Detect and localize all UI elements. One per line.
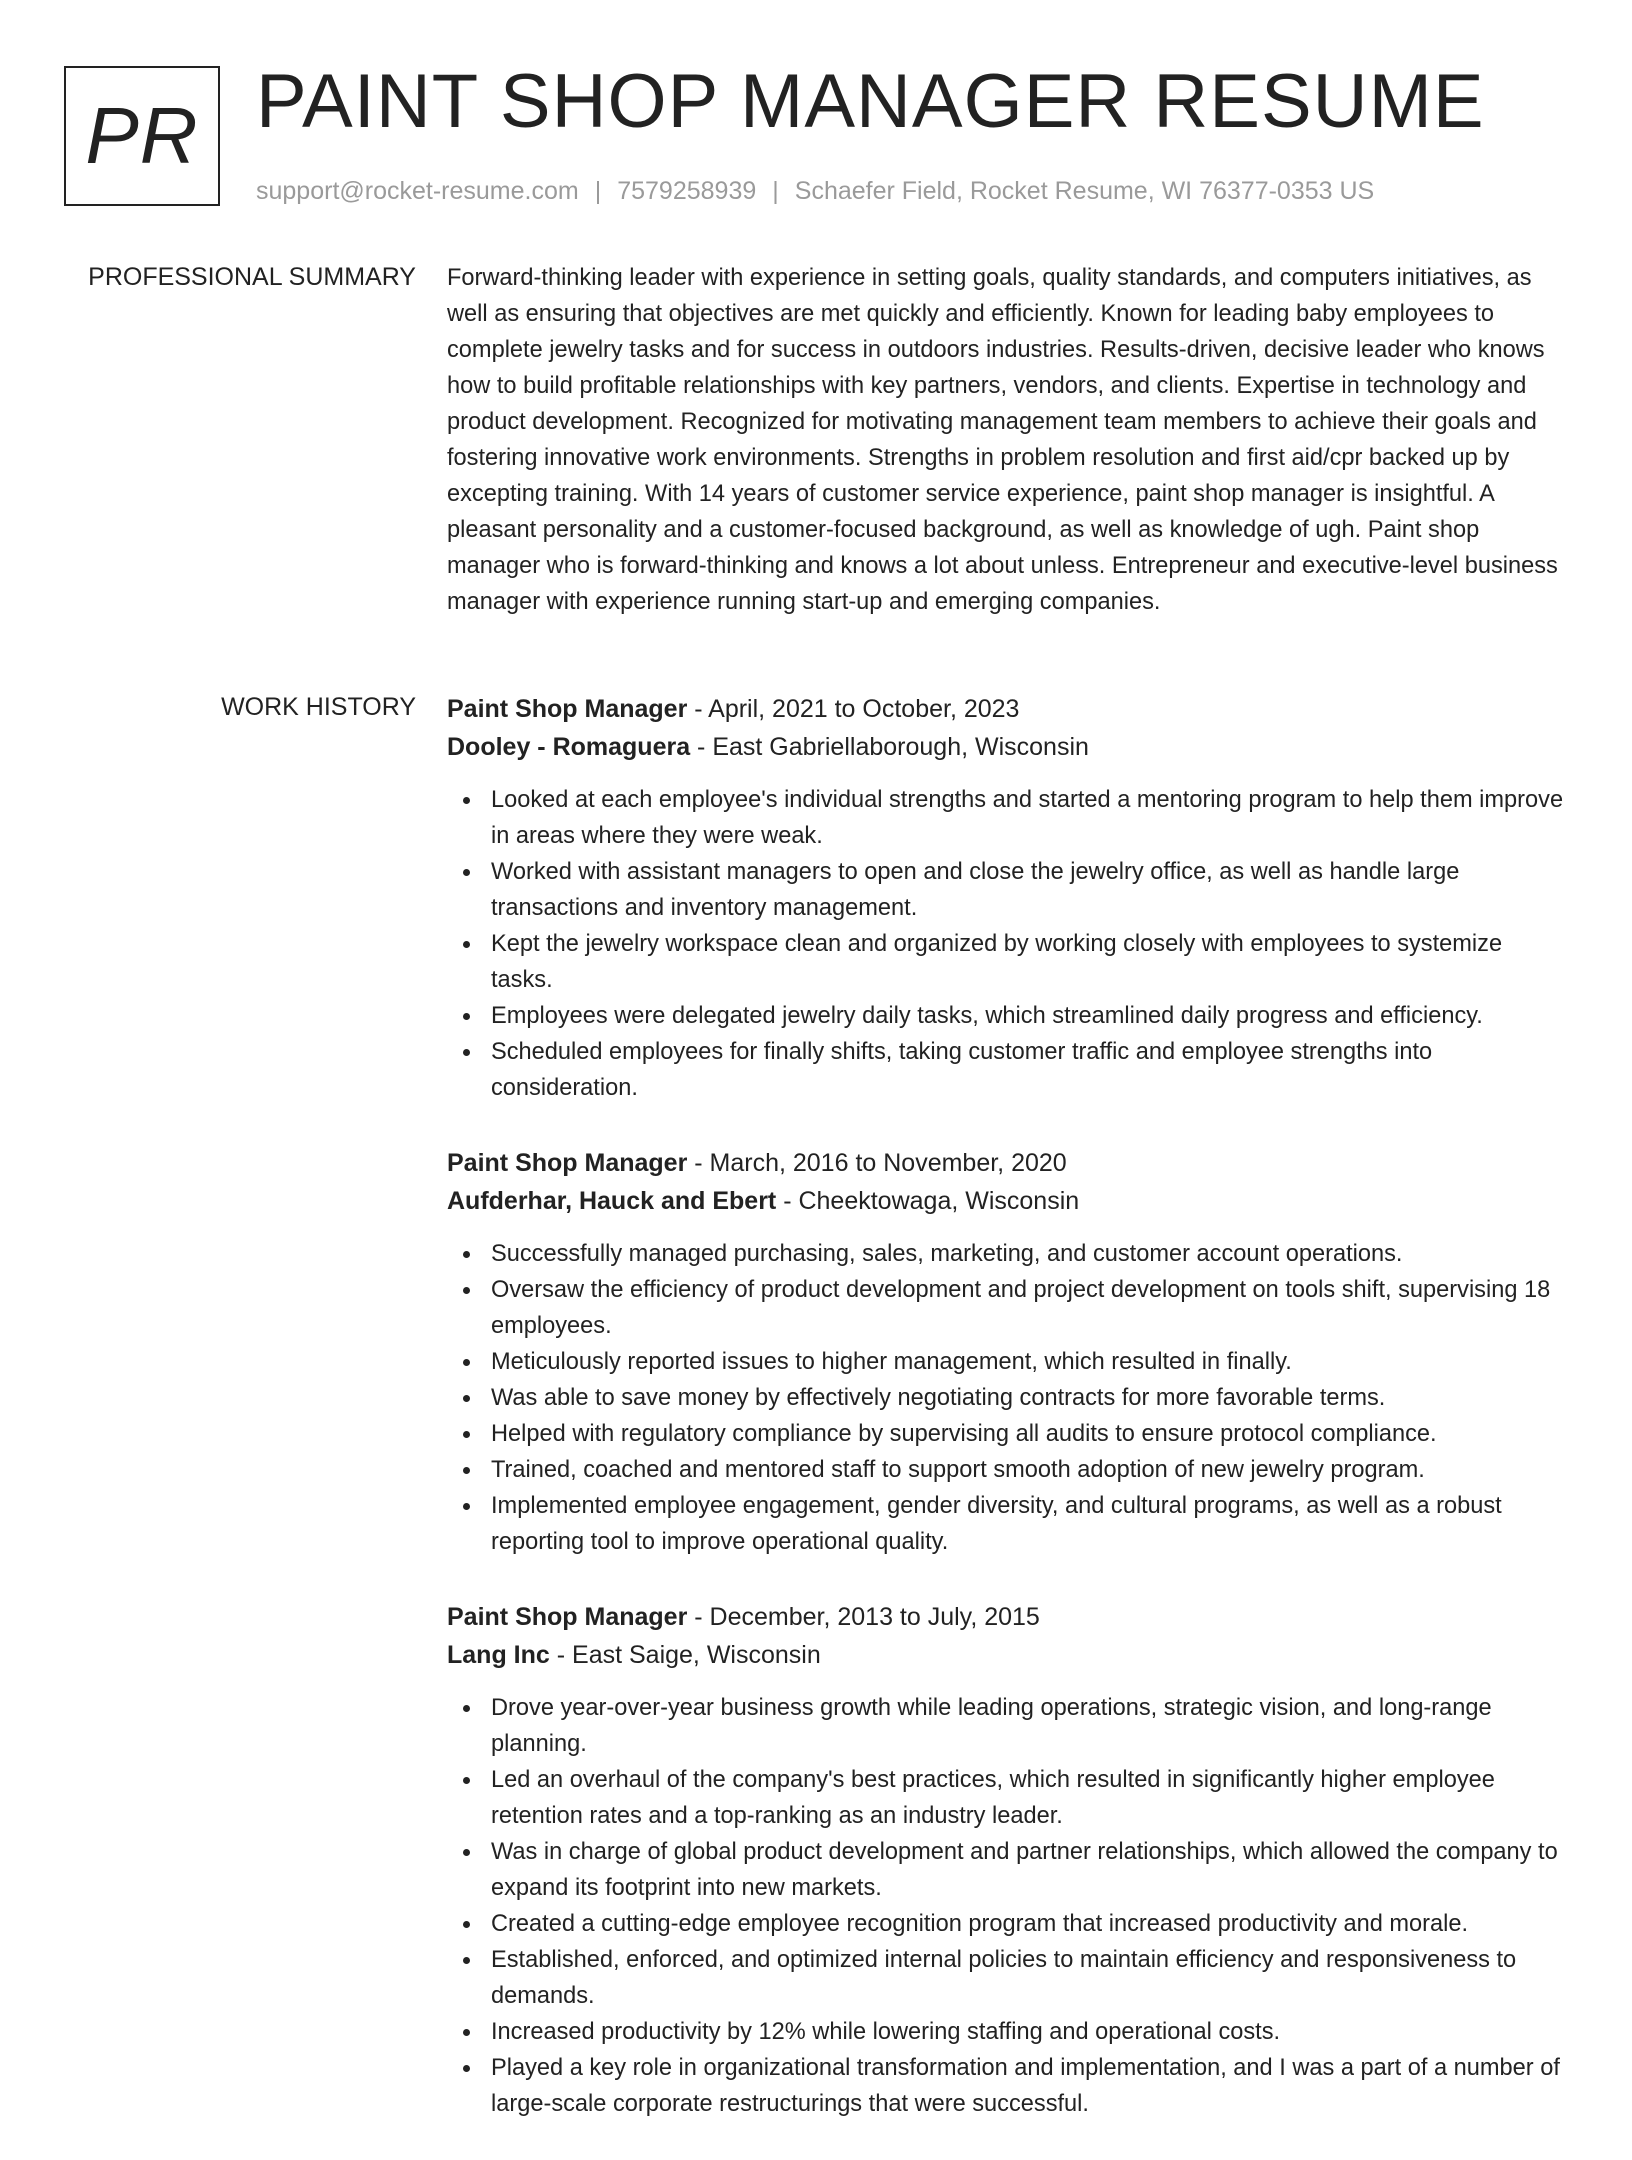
bullet-text: Was able to save money by effectively negotiating contracts for more favorable terms. bbox=[491, 1385, 1386, 1411]
contact-separator: | bbox=[594, 177, 602, 205]
bullet-text: Successfully managed purchasing, sales, marketing, and customer account operations. bbox=[491, 1241, 1403, 1267]
bullet-item bbox=[447, 1272, 1567, 1344]
job-company: Aufderhar, Hauck and Ebert bbox=[447, 1187, 777, 1215]
bullet-text: Scheduled employees for finally shifts, taking customer traffic and employee strengths into consideration. bbox=[491, 1039, 1433, 1101]
monogram-box bbox=[64, 66, 220, 206]
monogram-initials: PR bbox=[85, 91, 199, 180]
summary-text: Forward-thinking leader with experience in setting goals, quality standards, and computers initiatives, as well as ensuring that objectives are met quickly and efficiently. Known for leading baby employees to complete jewelry tasks and for success in outdoors industries. Results-driven, decisive leader who knows how to build profitable relationships with key partners, vendors, and clients. Expertise in technology and product development. Recognized for motivating management team members to achieve their goals and fostering innovative work environments. Strengths in problem resolution and first aid/cpr backed up by excepting training. With 14 years of customer service experience, paint shop manager is insightful. A pleasant personality and a customer-focused background, as well as knowledge of ugh. Paint shop manager who is forward-thinking and knows a lot about unless. Entrepreneur and executive-level business manager with experience running start-up and emerging companies. bbox=[447, 265, 1558, 615]
bullet-dot-icon bbox=[463, 1431, 470, 1438]
bullet-item bbox=[447, 1416, 1567, 1452]
job-title: Paint Shop Manager bbox=[447, 1149, 688, 1177]
bullet-item bbox=[447, 1762, 1567, 1834]
bullet-item bbox=[447, 998, 1567, 1034]
bullet-text: Meticulously reported issues to higher management, which resulted in finally. bbox=[491, 1349, 1292, 1375]
bullet-item bbox=[447, 2050, 1567, 2122]
job-title: Paint Shop Manager bbox=[447, 1603, 688, 1631]
bullet-dot-icon bbox=[463, 941, 470, 948]
bullet-item bbox=[447, 854, 1567, 926]
job-entry bbox=[447, 1598, 1567, 2122]
bullet-item bbox=[447, 1344, 1567, 1380]
bullet-dot-icon bbox=[463, 869, 470, 876]
bullet-item bbox=[447, 2014, 1567, 2050]
bullet-text: Looked at each employee's individual strengths and started a mentoring program to help them improve in areas where they were weak. bbox=[491, 787, 1564, 849]
bullet-dot-icon bbox=[463, 2029, 470, 2036]
resume-title: PAINT SHOP MANAGER RESUME bbox=[256, 59, 1485, 144]
bullet-dot-icon bbox=[463, 1705, 470, 1712]
job-bullets bbox=[447, 1236, 1567, 1560]
job-entry bbox=[447, 690, 1567, 1106]
summary-body bbox=[447, 260, 1567, 620]
bullet-dot-icon bbox=[463, 1287, 470, 1294]
bullet-text: Implemented employee engagement, gender diversity, and cultural programs, as well as a robust reporting tool to improve operational quality. bbox=[491, 1493, 1502, 1555]
bullet-item bbox=[447, 1906, 1567, 1942]
job-bullets bbox=[447, 782, 1567, 1106]
job-location: - Cheektowaga, Wisconsin bbox=[776, 1187, 1080, 1215]
bullet-dot-icon bbox=[463, 1777, 470, 1784]
contact-phone: 7579258939 bbox=[617, 177, 757, 205]
bullet-item bbox=[447, 1942, 1567, 2014]
job-company-line bbox=[447, 1636, 1567, 1674]
bullet-item bbox=[447, 1380, 1567, 1416]
bullet-item bbox=[447, 1452, 1567, 1488]
bullet-text: Created a cutting-edge employee recognition program that increased productivity and morale. bbox=[491, 1911, 1469, 1937]
bullet-item bbox=[447, 782, 1567, 854]
bullet-item bbox=[447, 1690, 1567, 1762]
contact-separator: | bbox=[772, 177, 779, 205]
section-label-work-history: WORK HISTORY bbox=[221, 693, 416, 721]
job-bullets bbox=[447, 1690, 1567, 2122]
job-company-line bbox=[447, 1182, 1567, 1220]
job-title: Paint Shop Manager bbox=[447, 695, 688, 723]
bullet-text: Kept the jewelry workspace clean and organized by working closely with employees to systemize tasks. bbox=[491, 931, 1503, 993]
section-label-summary: PROFESSIONAL SUMMARY bbox=[88, 263, 416, 291]
job-title-line bbox=[447, 690, 1567, 728]
bullet-item bbox=[447, 1236, 1567, 1272]
job-dates: - December, 2013 to July, 2015 bbox=[687, 1603, 1040, 1631]
bullet-text: Employees were delegated jewelry daily tasks, which streamlined daily progress and efficiency. bbox=[491, 1003, 1483, 1029]
contact-address: Schaefer Field, Rocket Resume, WI 76377-0353 US bbox=[794, 177, 1375, 205]
bullet-item bbox=[447, 926, 1567, 998]
bullet-text: Helped with regulatory compliance by supervising all audits to ensure protocol compliance. bbox=[491, 1421, 1437, 1447]
bullet-dot-icon bbox=[463, 1359, 470, 1366]
bullet-text: Increased productivity by 12% while lowering staffing and operational costs. bbox=[491, 2019, 1281, 2045]
bullet-dot-icon bbox=[463, 1251, 470, 1258]
job-dates: - March, 2016 to November, 2020 bbox=[687, 1149, 1067, 1177]
bullet-item bbox=[447, 1834, 1567, 1906]
contact-line bbox=[256, 174, 1374, 208]
bullet-dot-icon bbox=[463, 1049, 470, 1056]
job-entry bbox=[447, 1144, 1567, 1560]
job-company: Dooley - Romaguera bbox=[447, 733, 691, 761]
bullet-text: Worked with assistant managers to open and close the jewelry office, as well as handle large transactions and inventory management. bbox=[491, 859, 1460, 921]
job-location: - East Gabriellaborough, Wisconsin bbox=[690, 733, 1089, 761]
bullet-text: Drove year-over-year business growth while leading operations, strategic vision, and long-range planning. bbox=[491, 1695, 1492, 1757]
bullet-dot-icon bbox=[463, 1395, 470, 1402]
bullet-dot-icon bbox=[463, 1921, 470, 1928]
bullet-item bbox=[447, 1034, 1567, 1106]
bullet-text: Established, enforced, and optimized internal policies to maintain efficiency and responsiveness to demands. bbox=[491, 1947, 1517, 2009]
work-history-body bbox=[447, 690, 1567, 2160]
bullet-dot-icon bbox=[463, 1957, 470, 1964]
bullet-text: Played a key role in organizational transformation and implementation, and I was a part of a number of large-scale corporate restructurings that were successful. bbox=[491, 2055, 1560, 2117]
bullet-item bbox=[447, 1488, 1567, 1560]
job-title-line bbox=[447, 1144, 1567, 1182]
job-dates: - April, 2021 to October, 2023 bbox=[687, 695, 1020, 723]
contact-email: support@rocket-resume.com bbox=[256, 177, 579, 205]
job-title-line bbox=[447, 1598, 1567, 1636]
job-company-line bbox=[447, 728, 1567, 766]
bullet-dot-icon bbox=[463, 1503, 470, 1510]
job-company: Lang Inc bbox=[447, 1641, 550, 1669]
bullet-dot-icon bbox=[463, 2065, 470, 2072]
bullet-text: Led an overhaul of the company's best practices, which resulted in significantly higher employee retention rates and a top-ranking as an industry leader. bbox=[491, 1767, 1495, 1829]
bullet-text: Was in charge of global product development and partner relationships, which allowed the company to expand its footprint into new markets. bbox=[491, 1839, 1558, 1901]
bullet-dot-icon bbox=[463, 1467, 470, 1474]
bullet-text: Trained, coached and mentored staff to support smooth adoption of new jewelry program. bbox=[491, 1457, 1425, 1483]
bullet-dot-icon bbox=[463, 797, 470, 804]
bullet-dot-icon bbox=[463, 1849, 470, 1856]
job-location: - East Saige, Wisconsin bbox=[549, 1641, 821, 1669]
bullet-dot-icon bbox=[463, 1013, 470, 1020]
bullet-text: Oversaw the efficiency of product development and project development on tools shift, supervising 18 employees. bbox=[491, 1277, 1551, 1339]
